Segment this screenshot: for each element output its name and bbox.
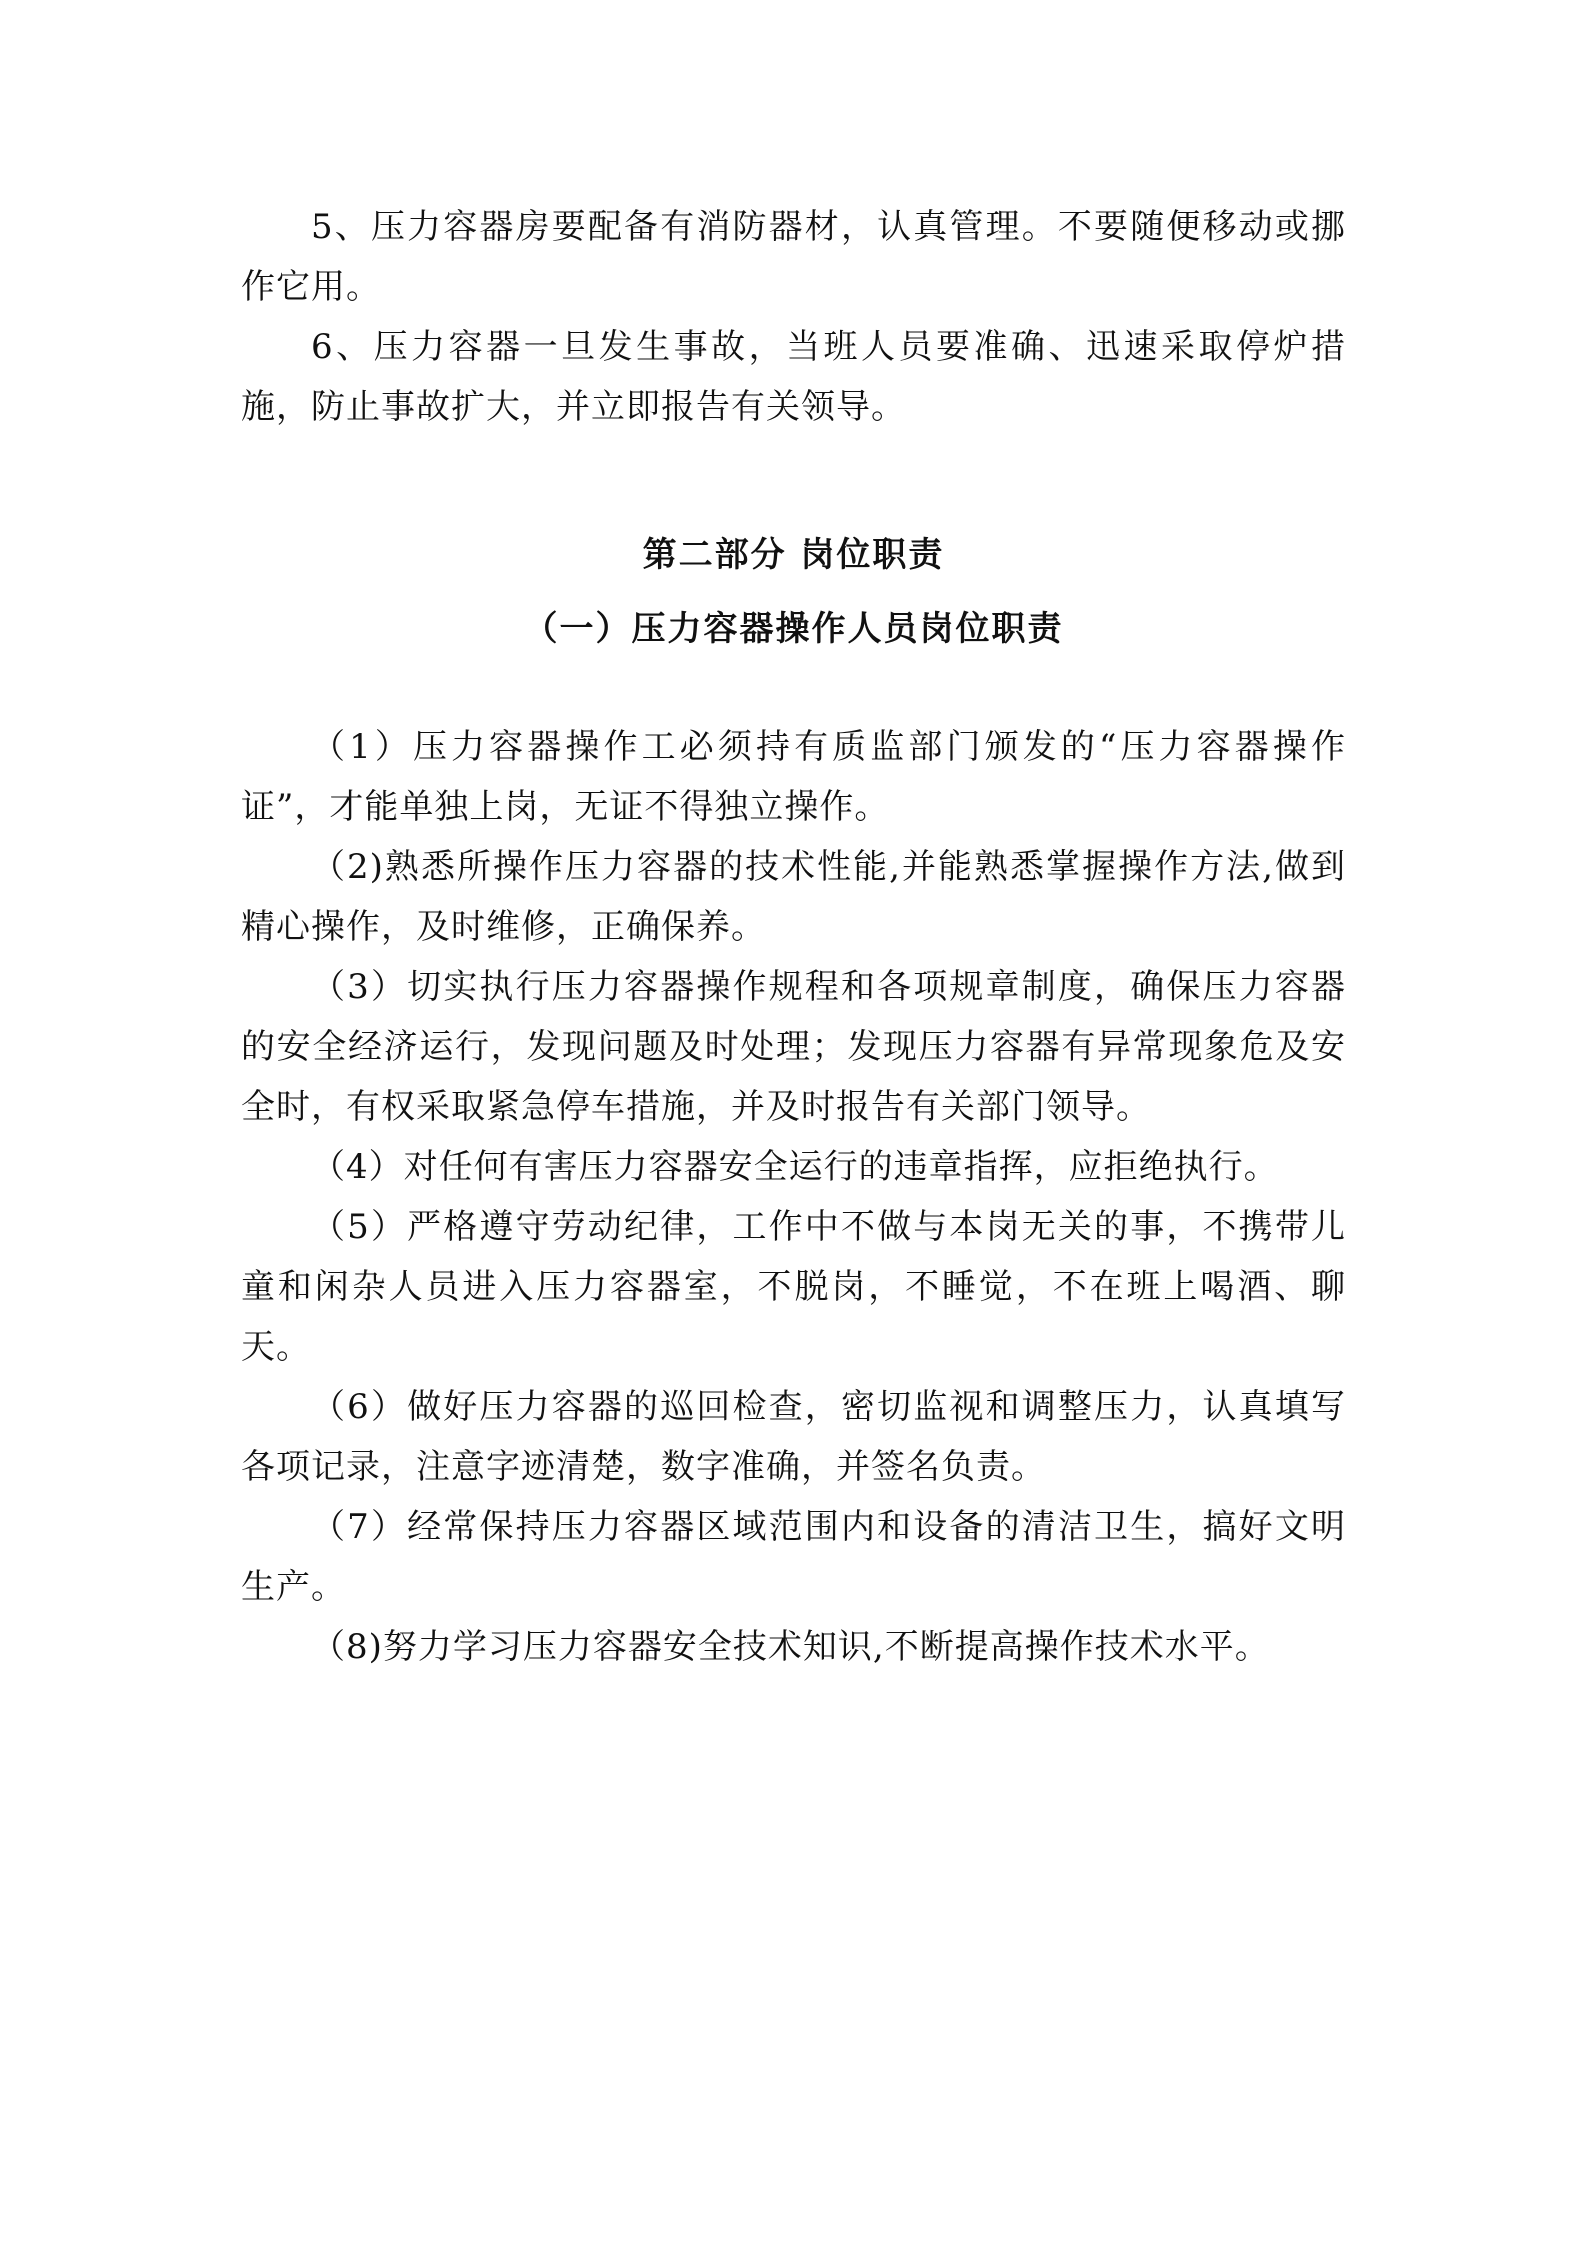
intro-items	[241, 197, 1346, 437]
intro-item-5: 5、压力容器房要配备有消防器材，认真管理。不要随便移动或挪作它用。	[241, 207, 1346, 307]
duty-list	[241, 717, 1346, 1677]
duty-item-2: （2)熟悉所操作压力容器的技术性能,并能熟悉掌握操作方法,做到精心操作，及时维修，正确保养。	[241, 847, 1346, 947]
duty-item-4: （4）对任何有害压力容器安全运行的违章指挥，应拒绝执行。	[311, 1147, 1279, 1187]
duty-item-7: （7）经常保持压力容器区域范围内和设备的清洁卫生，搞好文明生产。	[241, 1507, 1346, 1607]
duty-item-1: （1）压力容器操作工必须持有质监部门颁发的“压力容器操作证”，才能单独上岗，无证不得独立操作。	[241, 727, 1346, 827]
section-title: 第二部分 岗位职责	[642, 535, 945, 575]
intro-item-6: 6、压力容器一旦发生事故，当班人员要准确、迅速采取停炉措施，防止事故扩大，并立即报告有关领导。	[241, 327, 1346, 427]
duty-item-5: （5）严格遵守劳动纪律，工作中不做与本岗无关的事，不携带儿童和闲杂人员进入压力容器室，不脱岗，不睡觉，不在班上喝酒、聊天。	[241, 1207, 1346, 1367]
duty-item-8: （8)努力学习压力容器安全技术知识,不断提高操作技术水平。	[311, 1627, 1270, 1667]
duty-item-3: （3）切实执行压力容器操作规程和各项规章制度，确保压力容器的安全经济运行，发现问题及时处理；发现压力容器有异常现象危及安全时，有权采取紧急停车措施，并及时报告有关部门领导。	[241, 967, 1346, 1127]
subsection-title: （一）压力容器操作人员岗位职责	[523, 609, 1064, 649]
duty-item-6: （6）做好压力容器的巡回检查，密切监视和调整压力，认真填写各项记录，注意字迹清楚，数字准确，并签名负责。	[241, 1387, 1346, 1487]
